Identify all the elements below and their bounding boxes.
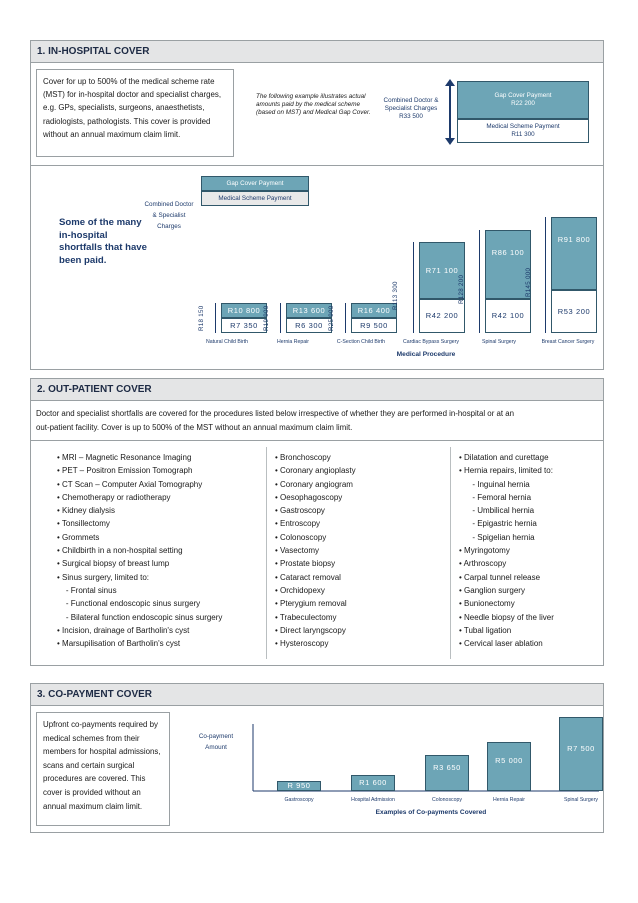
co-payment-bar (425, 755, 469, 791)
bar-scheme (221, 318, 267, 333)
total-marker (413, 242, 414, 333)
in-hospital-cover-section (30, 40, 604, 370)
list-item: • CT Scan – Computer Axial Tomography (57, 479, 203, 489)
bar-label: R10 800 (227, 305, 261, 315)
list-item: • Ganglion surgery (459, 585, 525, 595)
section-title: 3. CO-PAYMENT COVER (31, 684, 603, 706)
section-title: 2. OUT-PATIENT COVER (31, 379, 603, 401)
total-label: R145 000 (525, 267, 532, 297)
bar-scheme (419, 299, 465, 333)
bar-label: R42 100 (491, 311, 525, 321)
legend-scheme-box: Medical Scheme Payment (201, 191, 309, 206)
list-item: • Sinus surgery, limited to: (57, 572, 150, 582)
co-payment-bar (559, 717, 603, 791)
list-item: • Pterygium removal (275, 599, 347, 609)
bar-label: R9 500 (360, 320, 388, 330)
list-item: • Bunionectomy (459, 599, 515, 609)
co-payment-chart (31, 684, 603, 834)
list-item: • Oesophagoscopy (275, 492, 343, 502)
total-marker (280, 303, 281, 333)
total-label: R18 150 (198, 305, 205, 331)
list-item: • Childbirth in a non-hospital setting (57, 546, 183, 556)
list-item: - Femoral hernia (459, 492, 532, 502)
list-item: • Chemotherapy or radiotherapy (57, 492, 171, 502)
list-item: - Epigastric hernia (459, 519, 537, 529)
y-axis-title: Co-payment Amount (198, 733, 234, 751)
bar-label: R5 000 (495, 756, 523, 766)
bar-scheme (351, 318, 397, 333)
list-item: • Bronchoscopy (275, 453, 331, 462)
list-item: • MRI – Magnetic Resonance Imaging (57, 453, 192, 462)
total-marker (215, 303, 216, 333)
category-label: Spinal Surgery (563, 797, 599, 803)
list-item: - Umbilical hernia (459, 506, 535, 516)
bar-label: R 950 (287, 781, 311, 790)
out-patient-intro: Doctor and specialist shortfalls are covered for the procedures listed below irrespective of whether they are performed in-hospital or at an out-patient facility. Cover is up to 500% of the MST without an annual maximum claim limit. (36, 409, 515, 432)
bar-label: R86 100 (491, 248, 525, 258)
bar-scheme (485, 299, 531, 333)
list-item: • Myringotomy (459, 546, 510, 556)
example-note: The following example illustrates actual amounts paid by the medical scheme (based on MST) and Medical Gap Cover. (256, 93, 371, 117)
list-item: • Direct laryngscopy (275, 625, 346, 635)
bar-label: R13 600 (292, 305, 326, 315)
column-divider (266, 447, 267, 659)
bar-label: R7 500 (567, 744, 595, 753)
bar-label: R6 300 (295, 320, 323, 330)
category-label: C-Section Child Birth (336, 339, 386, 345)
shortfalls-text: Some of the many in-hospital shortfalls that have been paid. (59, 217, 147, 266)
list-item: • PET – Positron Emission Tomograph (57, 466, 193, 476)
category-label: Natural Child Birth (205, 339, 249, 345)
section-title: 1. IN-HOSPITAL COVER (31, 41, 603, 63)
list-item: - Spigelian hernia (459, 532, 535, 542)
list-item: - Frontal sinus (57, 585, 117, 595)
intro-text: Cover for up to 500% of the medical scheme rate (MST) for in-hospital doctor and specialist charges, e.g. GPs, specialists, surgeons, anaesthetists, radiologists, pathologists. This cover is provided without an annual maximum claim limit. (43, 77, 222, 139)
column-divider (450, 447, 451, 659)
bar-label: R7 350 (230, 320, 258, 330)
list-item: • Vasectomy (275, 546, 319, 556)
bar-label: R3 650 (433, 762, 461, 772)
procedure-list-1 (57, 451, 222, 650)
legend-combined-label: Combined Doctor & Specialist Charges (144, 201, 194, 230)
total-label: R19 900 (263, 305, 270, 331)
co-payment-bar (277, 781, 321, 791)
x-axis-title: Examples of Co-payments Covered (375, 809, 487, 816)
bar-gap (351, 303, 397, 318)
category-label: Colonoscopy (432, 797, 462, 803)
bar-label: R53 200 (557, 306, 591, 316)
category-label: Breast Cancer Surgery (541, 339, 595, 345)
list-item: • Hernia repairs, limited to: (459, 466, 553, 476)
in-hospital-chart (31, 41, 603, 371)
category-label: Hernia Repair (492, 797, 525, 803)
list-item: • Coronary angiogram (275, 479, 353, 489)
list-item: - Inguinal hernia (459, 479, 530, 489)
list-item: • Cervical laser ablation (459, 639, 543, 649)
total-label: R25 900 (328, 305, 335, 331)
list-item: • Carpal tunnel release (459, 572, 541, 582)
x-axis-title: Medical Procedure (396, 351, 456, 358)
bar-scheme (551, 290, 597, 333)
bar-label: R16 400 (357, 305, 391, 315)
list-item: • Cataract removal (275, 572, 341, 582)
co-payment-bar (487, 742, 531, 791)
list-item: • Trabeculectomy (275, 612, 337, 622)
list-item: • Gastroscopy (275, 506, 325, 516)
list-item: • Incision, drainage of Bartholin's cyst (57, 625, 190, 635)
list-item: • Coronary angioplasty (275, 466, 356, 476)
bar-label: R71 100 (425, 265, 459, 275)
list-item: • Tubal ligation (459, 625, 512, 635)
co-payment-bar (351, 775, 395, 791)
category-label: Gastroscopy (284, 797, 314, 803)
list-item: • Hysteroscopy (275, 639, 329, 649)
bar-label: R1 600 (359, 778, 387, 788)
bar-label: R91 800 (557, 235, 591, 244)
category-label: Hospital Admission (351, 797, 395, 803)
procedure-list-3 (459, 451, 554, 650)
bar-label: R42 200 (425, 311, 459, 321)
category-label: Spinal Surgery (481, 339, 517, 345)
bar-scheme (286, 318, 332, 333)
example-scheme-box: Medical Scheme Payment R11 300 (457, 119, 589, 143)
total-label: R113 300 (392, 280, 399, 310)
category-label: Cardiac Bypass Surgery (403, 339, 459, 345)
list-item: • Entroscopy (275, 519, 321, 529)
co-payment-cover-section (30, 683, 604, 833)
example-combined-label: Combined Doctor & Specialist Charges R33 500 (383, 97, 439, 121)
example-gap-box: Gap Cover Payment R22 200 (457, 81, 589, 119)
bar-gap (221, 303, 267, 318)
bar-gap (551, 217, 597, 290)
list-item: • Colonoscopy (275, 532, 327, 542)
total-label: R128 200 (458, 274, 465, 304)
list-item: • Needle biopsy of the liver (459, 612, 554, 622)
category-label: Hernia Repair (276, 339, 309, 345)
out-patient-cover-section (30, 378, 604, 666)
list-item: • Prostate biopsy (275, 559, 336, 569)
list-item: • Kidney dialysis (57, 506, 115, 516)
list-item: • Marsupilisation of Bartholin's cyst (57, 639, 181, 649)
total-marker (345, 303, 346, 333)
list-item: - Bilateral function endoscopic sinus surgery (57, 612, 223, 622)
procedure-list-2 (275, 451, 356, 650)
list-item: • Arthroscopy (459, 559, 507, 569)
total-marker (479, 230, 480, 333)
list-item: - Functional endoscopic sinus surgery (57, 599, 201, 609)
list-item: • Orchidopexy (275, 585, 325, 595)
list-item: • Grommets (57, 532, 100, 542)
bar-gap (286, 303, 332, 318)
intro-divider (31, 440, 603, 441)
co-payment-intro: Upfront co-payments required by medical schemes from their members for hospital admissions, scans and certain surgical procedures are covered. This cover is provided without an annual maximum claim limit. (36, 712, 170, 826)
total-marker (545, 217, 546, 333)
list-item: • Dilatation and curettage (459, 453, 549, 462)
legend-gap-box: Gap Cover Payment (201, 176, 309, 191)
list-item: • Surgical biopsy of breast lump (57, 559, 170, 569)
list-item: • Tonsillectomy (57, 519, 110, 529)
